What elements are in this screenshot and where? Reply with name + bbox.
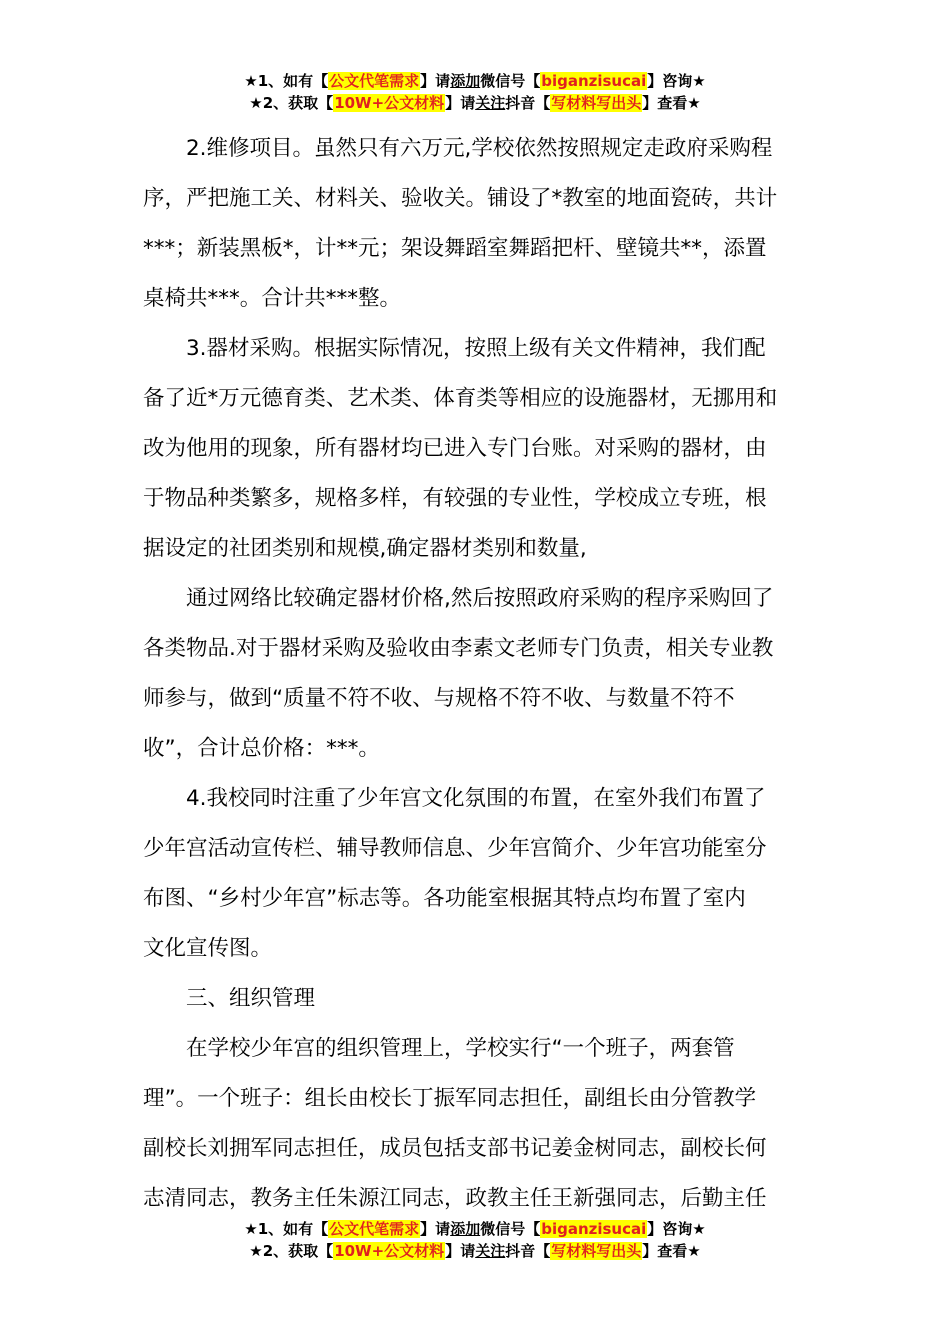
- douyin-account: 写材料写出头: [551, 1242, 642, 1260]
- section-heading: 三、组织管理: [186, 986, 316, 1011]
- banner-text: ★1、如有【: [244, 72, 329, 90]
- banner-text: 微信号【: [480, 72, 541, 90]
- banner-text: 微信号【: [480, 1220, 541, 1238]
- banner-text: 】请: [445, 1242, 476, 1260]
- highlight-text: 10W+公文材料: [334, 1242, 445, 1260]
- wechat-id: biganzisucai: [541, 72, 647, 90]
- paragraph-equipment-purchase: 3.器材采购。根据实际情况，按照上级有关文件精神，我们配 备了近*万元德育类、艺术类、体育类等相应的设施器材，无挪用和 改为他用的现象，所有器材均已进入专门台账。对采购的器材，由 于物品种类繁多，规格多样，有较强的专业性，学校成立专班，根 据设定的社团类别和规模,确定器材类别和数量,: [143, 336, 778, 561]
- wechat-id: biganzisucai: [541, 1220, 647, 1238]
- paragraph-price-comparison: 通过网络比较确定器材价格,然后按照政府采购的程序采购回了 各类物品.对于器材采购及验收由李素文老师专门负责，相关专业教 师参与，做到“质量不符不收、与规格不符不收、与数量不符不 收”，合计总价格：***。: [143, 586, 774, 761]
- banner-text: 】请: [420, 1220, 451, 1238]
- banner-text: ★2、获取【: [249, 1242, 334, 1260]
- banner-text: 】查看★: [642, 1242, 701, 1260]
- highlight-text: 公文代笔需求: [329, 1220, 420, 1238]
- banner-text: ★1、如有【: [244, 1220, 329, 1238]
- banner-line-1: [0, 1218, 950, 1240]
- paragraph-repair-project: 2.维修项目。虽然只有六万元,学校依然按照规定走政府采购程 序，严把施工关、材料关、验收关。铺设了*教室的地面瓷砖，共计 ***；新装黑板*，计**元；架设舞蹈室舞蹈把杆、壁镜共**，添置 桌椅共***。合计共***整。: [143, 136, 778, 311]
- underlined-text: 关注: [475, 1242, 506, 1260]
- banner-text: 】咨询★: [647, 72, 706, 90]
- underlined-text: 添加: [450, 1220, 481, 1238]
- banner-text: 】查看★: [642, 94, 701, 112]
- banner-text: ★2、获取【: [249, 94, 334, 112]
- paragraph-culture-layout: 4.我校同时注重了少年宫文化氛围的布置，在室外我们布置了 少年宫活动宣传栏、辅导教师信息、少年宫简介、少年宫功能室分 布图、“乡村少年宫”标志等。各功能室根据其特点均布置了室内 文化宣传图。: [143, 786, 767, 961]
- underlined-text: 关注: [475, 94, 506, 112]
- header-banner: [0, 70, 950, 114]
- banner-text: 抖音【: [505, 94, 551, 112]
- banner-text: 抖音【: [505, 1242, 551, 1260]
- banner-line-2: [0, 1240, 950, 1262]
- highlight-text: 10W+公文材料: [334, 94, 445, 112]
- underlined-text: 添加: [450, 72, 481, 90]
- banner-line-2: [0, 92, 950, 114]
- douyin-account: 写材料写出头: [551, 94, 642, 112]
- document-body: [143, 124, 808, 1224]
- banner-text: 】请: [445, 94, 476, 112]
- paragraph-organization: 在学校少年宫的组织管理上，学校实行“一个班子，两套管 理”。一个班子：组长由校长丁振军同志担任，副组长由分管教学 副校长刘拥军同志担任，成员包括支部书记姜金树同志，副校长何 志清同志，教务主任朱源江同志，政教主任王新强同志，后勤主任: [143, 1036, 767, 1211]
- banner-line-1: [0, 70, 950, 92]
- footer-banner: [0, 1218, 950, 1262]
- highlight-text: 公文代笔需求: [329, 72, 420, 90]
- banner-text: 】咨询★: [647, 1220, 706, 1238]
- banner-text: 】请: [420, 72, 451, 90]
